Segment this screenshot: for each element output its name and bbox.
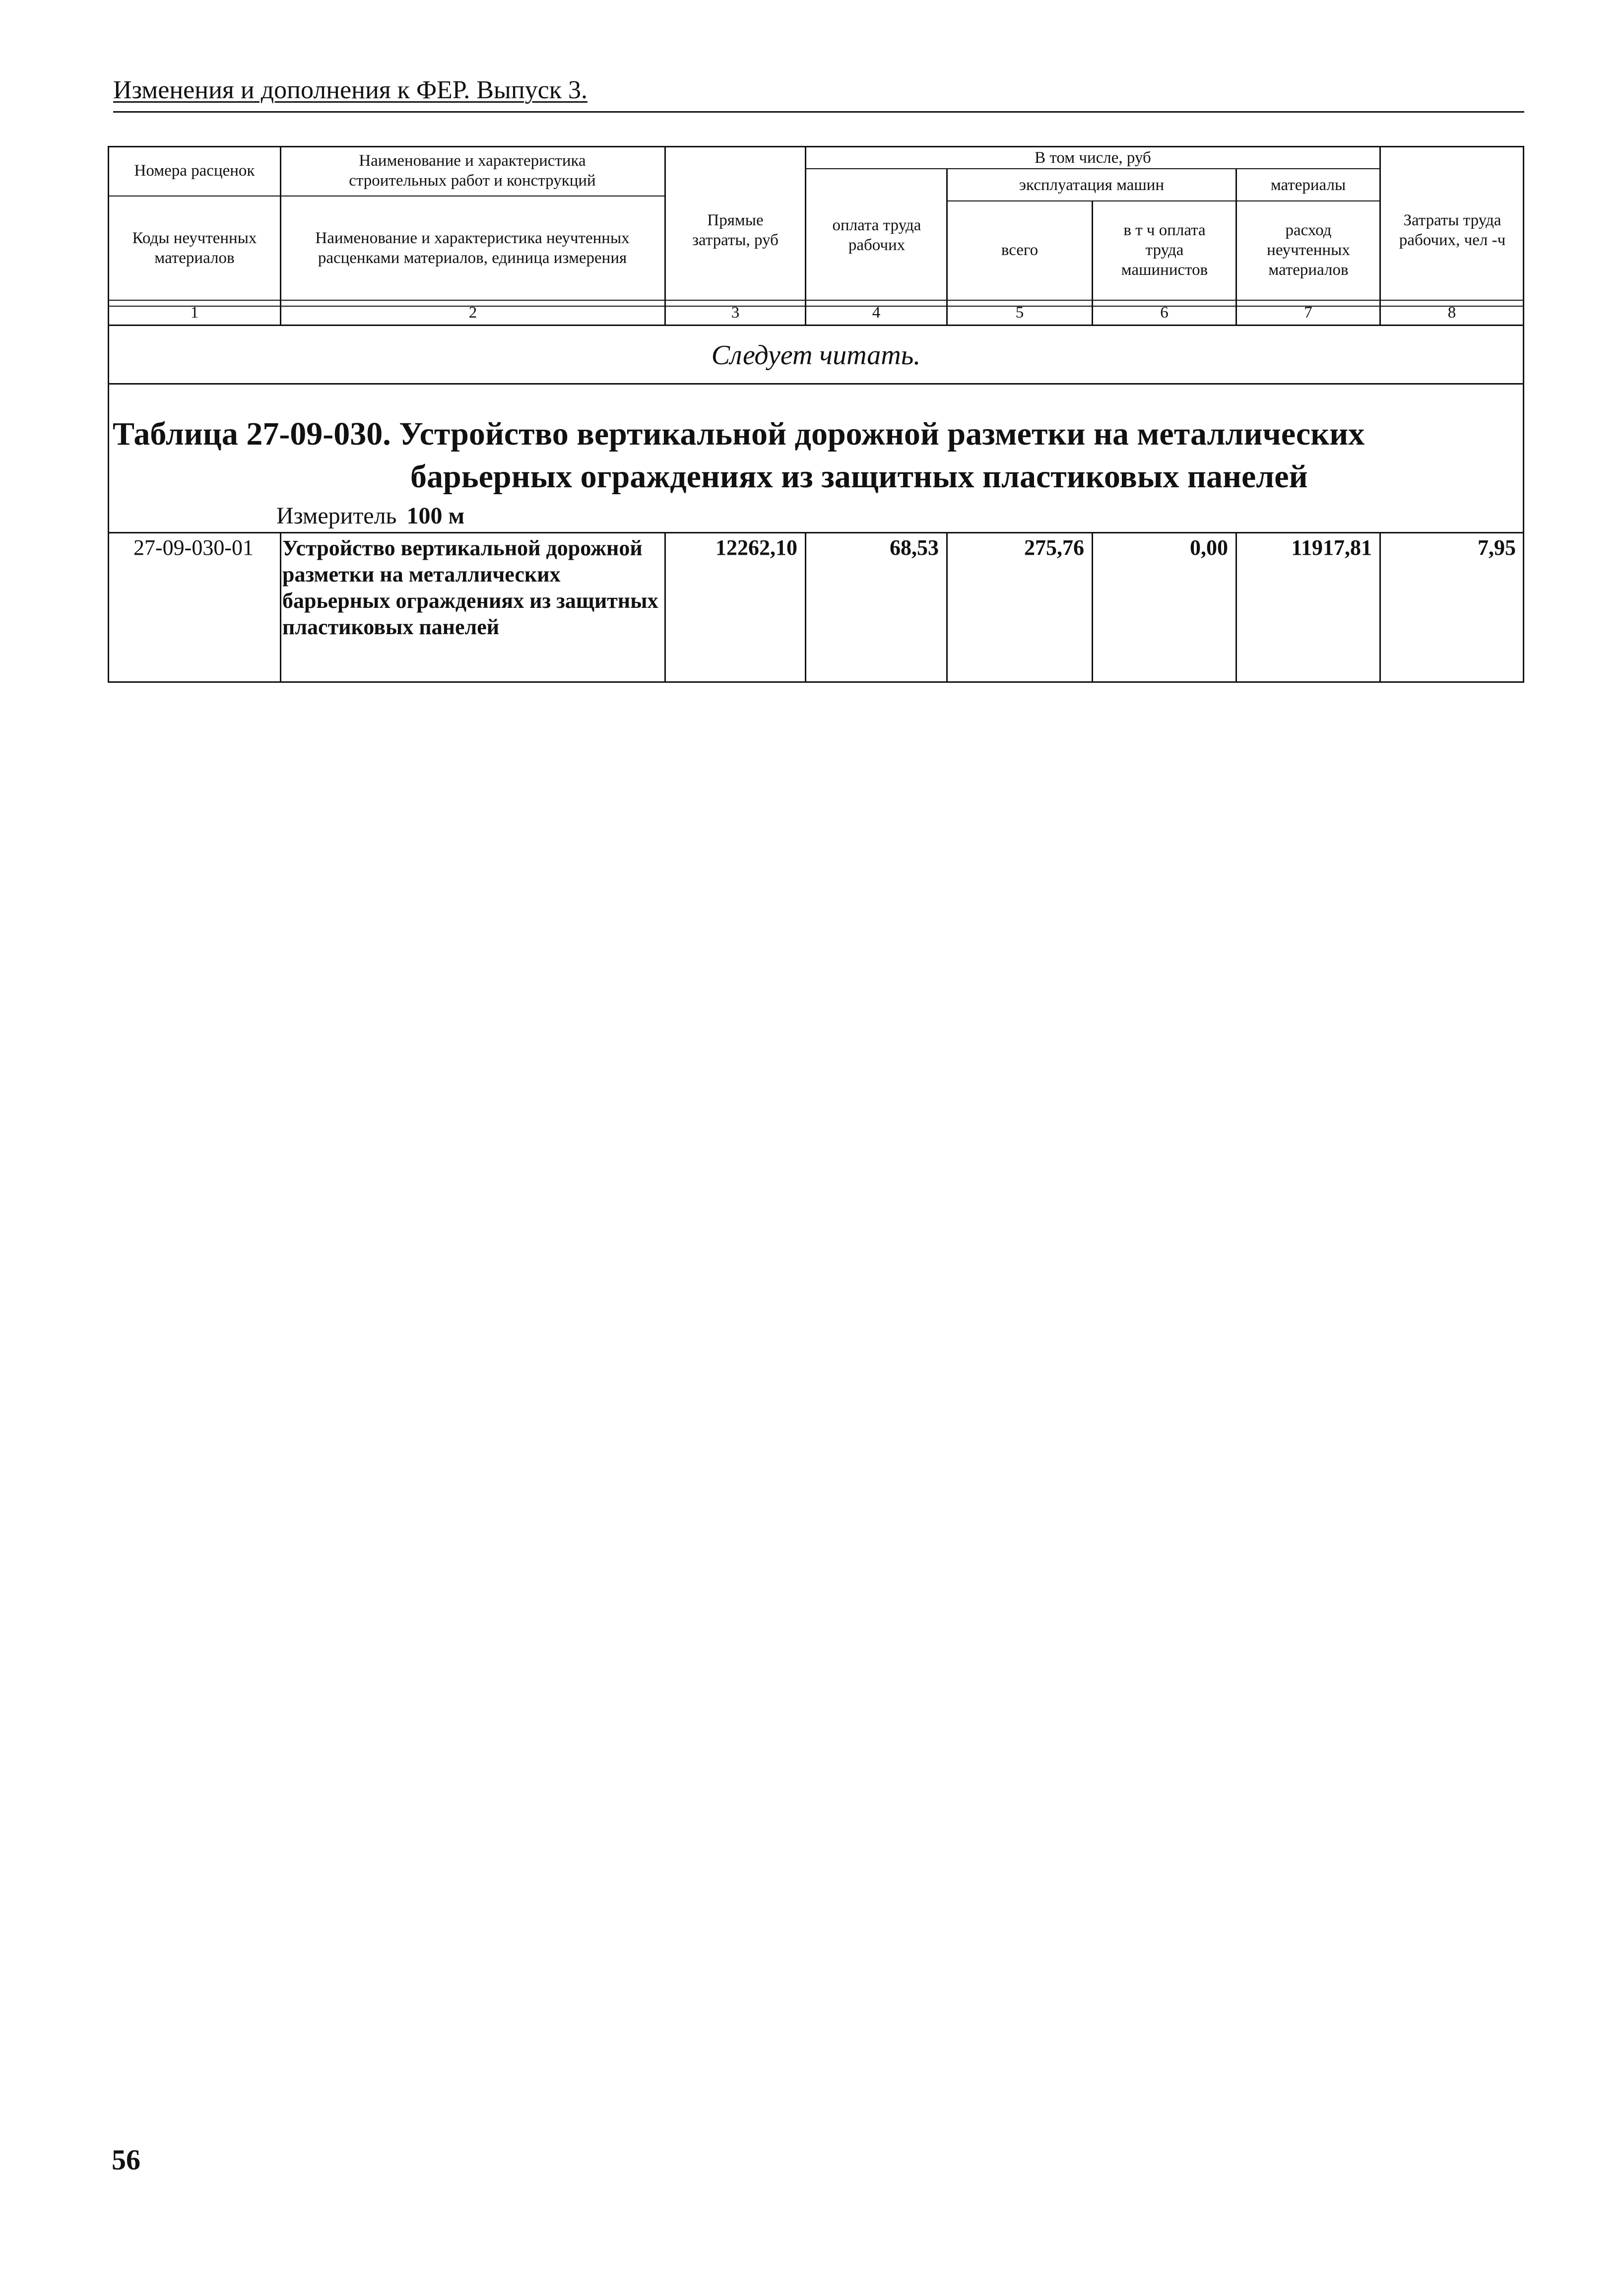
row-hline-top: [108, 532, 1524, 533]
measurer-label: Измеритель: [276, 503, 397, 529]
header-machines-label: эксплуатация машин: [1019, 176, 1165, 194]
frame-border-bottom: [108, 681, 1524, 683]
header-materials-label: материалы: [1270, 176, 1346, 194]
header-col8: Затраты труда рабочих, чел -ч: [1399, 211, 1506, 249]
correction-notice: Следует читать.: [711, 340, 921, 371]
table-title-line-2: барьерных ограждениях из защитных пластиковых панелей: [410, 459, 1308, 495]
price-table: [108, 146, 1524, 683]
header-group-label: В том числе, руб: [1035, 148, 1151, 167]
row-vline-4: [946, 532, 948, 681]
row-machines-total: 275,76: [1024, 535, 1084, 560]
running-title: Изменения и дополнения к ФЕР. Выпуск 3.: [113, 76, 588, 104]
header-vline-1: [280, 146, 281, 325]
table-title-line-1: Таблица 27-09-030. Устройство вертикальной дорожной разметки на металлических: [113, 416, 1365, 452]
notice-hline: [108, 383, 1524, 385]
column-number-5: 5: [1015, 304, 1024, 322]
column-number-7: 7: [1304, 304, 1312, 322]
measurer-value: 100 м: [406, 503, 465, 529]
table-title: [113, 413, 1517, 498]
header-col1-bottom: Коды неучтенных материалов: [132, 229, 257, 267]
header-hline-bottom: [108, 325, 1524, 326]
row-labor-hours: 7,95: [1478, 535, 1516, 560]
row-direct-costs: 12262,10: [715, 535, 797, 560]
column-number-2: 2: [468, 304, 477, 322]
header-vline-2: [664, 146, 666, 325]
column-number-1: 1: [190, 304, 199, 322]
header-hline-numbers-top: [108, 300, 1524, 301]
row-vline-3: [805, 532, 806, 681]
header-col2-bottom: Наименование и характеристика неучтенных расценками материалов, единица измерения: [315, 229, 630, 267]
header-vline-3: [805, 146, 806, 325]
header-col6: в т ч оплата труда машинистов: [1121, 221, 1208, 279]
row-name: Устройство вертикальной дорожной разметки на металлических барьерных ограждениях из защитных пластиковых панелей: [282, 536, 658, 639]
row-vline-6: [1235, 532, 1237, 681]
row-labor-pay: 68,53: [890, 535, 939, 560]
row-vline-2: [664, 532, 666, 681]
frame-border-right: [1523, 146, 1524, 683]
header-col3: Прямые затраты, руб: [692, 211, 779, 249]
measurer: [276, 502, 464, 530]
header-col4: оплата труда рабочих: [832, 216, 921, 254]
header-rule: [113, 111, 1524, 113]
column-number-6: 6: [1160, 304, 1169, 322]
header-col7: расход неучтенных материалов: [1267, 221, 1350, 279]
header-col2-top: Наименование и характеристика строительных работ и конструкций: [349, 152, 596, 190]
row-code: 27-09-030-01: [133, 535, 254, 560]
row-vline-7: [1379, 532, 1381, 681]
row-materials: 11917,81: [1291, 535, 1372, 560]
row-machinists-pay: 0,00: [1190, 535, 1228, 560]
column-number-3: 3: [731, 304, 740, 322]
column-number-4: 4: [872, 304, 881, 322]
row-vline-1: [280, 532, 281, 681]
column-number-8: 8: [1447, 304, 1456, 322]
page-number: 56: [112, 2144, 140, 2176]
header-hline-subcol: [108, 196, 664, 197]
header-vline-7: [1379, 146, 1381, 325]
header-col1-top: Номера расценок: [134, 162, 255, 180]
frame-border-left: [108, 146, 109, 683]
row-vline-5: [1092, 532, 1093, 681]
header-col5: всего: [1001, 241, 1039, 259]
